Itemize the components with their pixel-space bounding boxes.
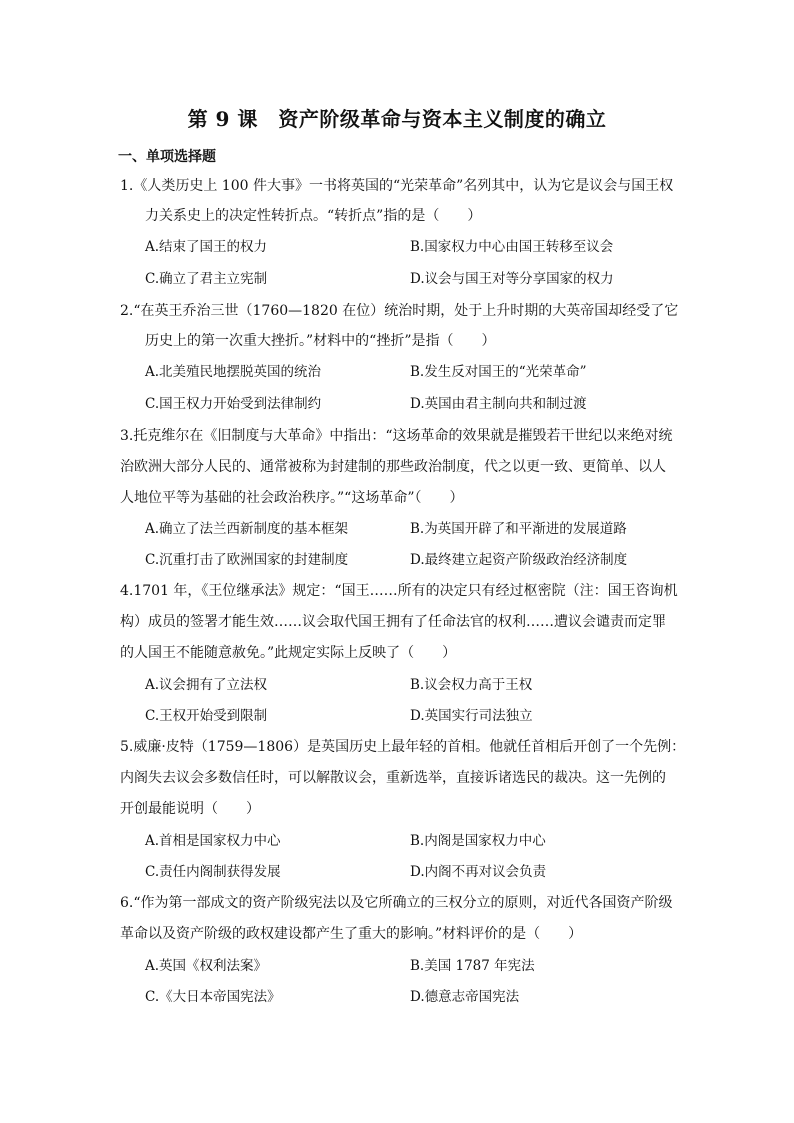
- option-b: B.国家权力中心由国王转移至议会: [410, 239, 614, 255]
- option-c: C.国王权力开始受到法律制约: [145, 396, 322, 412]
- question-text-line: 治欧洲大部分人民的、通常被称为封建制的那些政治制度，代之以更一致、更简单、以人: [120, 459, 666, 475]
- option-d: D.最终建立起资产阶级政治经济制度: [410, 552, 628, 568]
- option-b: B.议会权力高于王权: [410, 677, 533, 693]
- question-text-line: 构）成员的签署才能生效……议会取代国王拥有了任命法官的权利……遭议会谴责而定罪: [120, 614, 666, 630]
- option-a: A.北美殖民地摆脱英国的统治: [145, 364, 322, 380]
- option-b: B.发生反对国王的“光荣革命”: [410, 364, 587, 380]
- option-a: A.结束了国王的权力: [145, 239, 268, 255]
- option-b: B.为英国开辟了和平渐进的发展道路: [410, 521, 627, 537]
- option-b: B.内阁是国家权力中心: [410, 833, 546, 849]
- question-text-line: 4.1701 年，《王位继承法》规定：“国王……所有的决定只有经过枢密院（注：国王咨询机: [120, 583, 678, 599]
- option-a: A.英国《权利法案》: [145, 958, 268, 974]
- option-d: D.德意志帝国宪法: [410, 989, 520, 1005]
- question-text-line: 开创最能说明（ ）: [120, 801, 260, 817]
- option-a: A.确立了法兰西新制度的基本框架: [145, 521, 349, 537]
- section-heading: 一、单项选择题: [118, 149, 216, 165]
- option-d: D.英国由君主制向共和制过渡: [410, 396, 587, 412]
- question-text-line: 人地位平等为基础的社会政治秩序。”“这场革命”（ ）: [120, 490, 464, 506]
- question-text-line: 6.“作为第一部成文的资产阶级宪法以及它所确立的三权分立的原则，对近代各国资产阶级: [120, 895, 673, 911]
- option-c: C.《大日本帝国宪法》: [145, 989, 281, 1005]
- option-a: A.首相是国家权力中心: [145, 833, 281, 849]
- question-text-line: 历史上的第一次重大挫折。”材料中的“挫折”是指（ ）: [145, 333, 496, 349]
- option-c: C.责任内阁制获得发展: [145, 864, 281, 880]
- question-text-line: 2.“在英王乔治三世（1760—1820 在位）统治时期，处于上升时期的大英帝国却经受了它: [120, 303, 679, 319]
- option-d: D.议会与国王对等分享国家的权力: [410, 271, 614, 287]
- question-text-line: 内阁失去议会多数信任时，可以解散议会，重新选举，直接诉诸选民的裁决。这一先例的: [120, 770, 666, 786]
- question-text-line: 力关系史上的决定性转折点。“转折点”指的是（ ）: [145, 208, 482, 224]
- option-d: D.英国实行司法独立: [410, 708, 533, 724]
- question-text-line: 的人国王不能随意赦免。”此规定实际上反映了（ ）: [120, 645, 457, 661]
- option-c: C.沉重打击了欧洲国家的封建制度: [145, 552, 349, 568]
- question-text-line: 1.《人类历史上 100 件大事》一书将英国的“光荣革命”名列其中，认为它是议会与国王权: [120, 178, 674, 194]
- question-text-line: 5.威廉·皮特（1759—1806）是英国历史上最年轻的首相。他就任首相后开创了一个先例：: [120, 739, 686, 755]
- option-c: C.王权开始受到限制: [145, 708, 268, 724]
- question-text-line: 3.托克维尔在《旧制度与大革命》中指出：“这场革命的效果就是摧毁若干世纪以来绝对统: [120, 428, 673, 444]
- option-c: C.确立了君主立宪制: [145, 271, 268, 287]
- page-title: 第 9 课 资产阶级革命与资本主义制度的确立: [187, 107, 607, 131]
- option-b: B.美国 1787 年宪法: [410, 958, 535, 974]
- option-d: D.内阁不再对议会负责: [410, 864, 547, 880]
- question-text-line: 革命以及资产阶级的政权建设都产生了重大的影响。”材料评价的是（ ）: [120, 926, 583, 942]
- option-a: A.议会拥有了立法权: [145, 677, 268, 693]
